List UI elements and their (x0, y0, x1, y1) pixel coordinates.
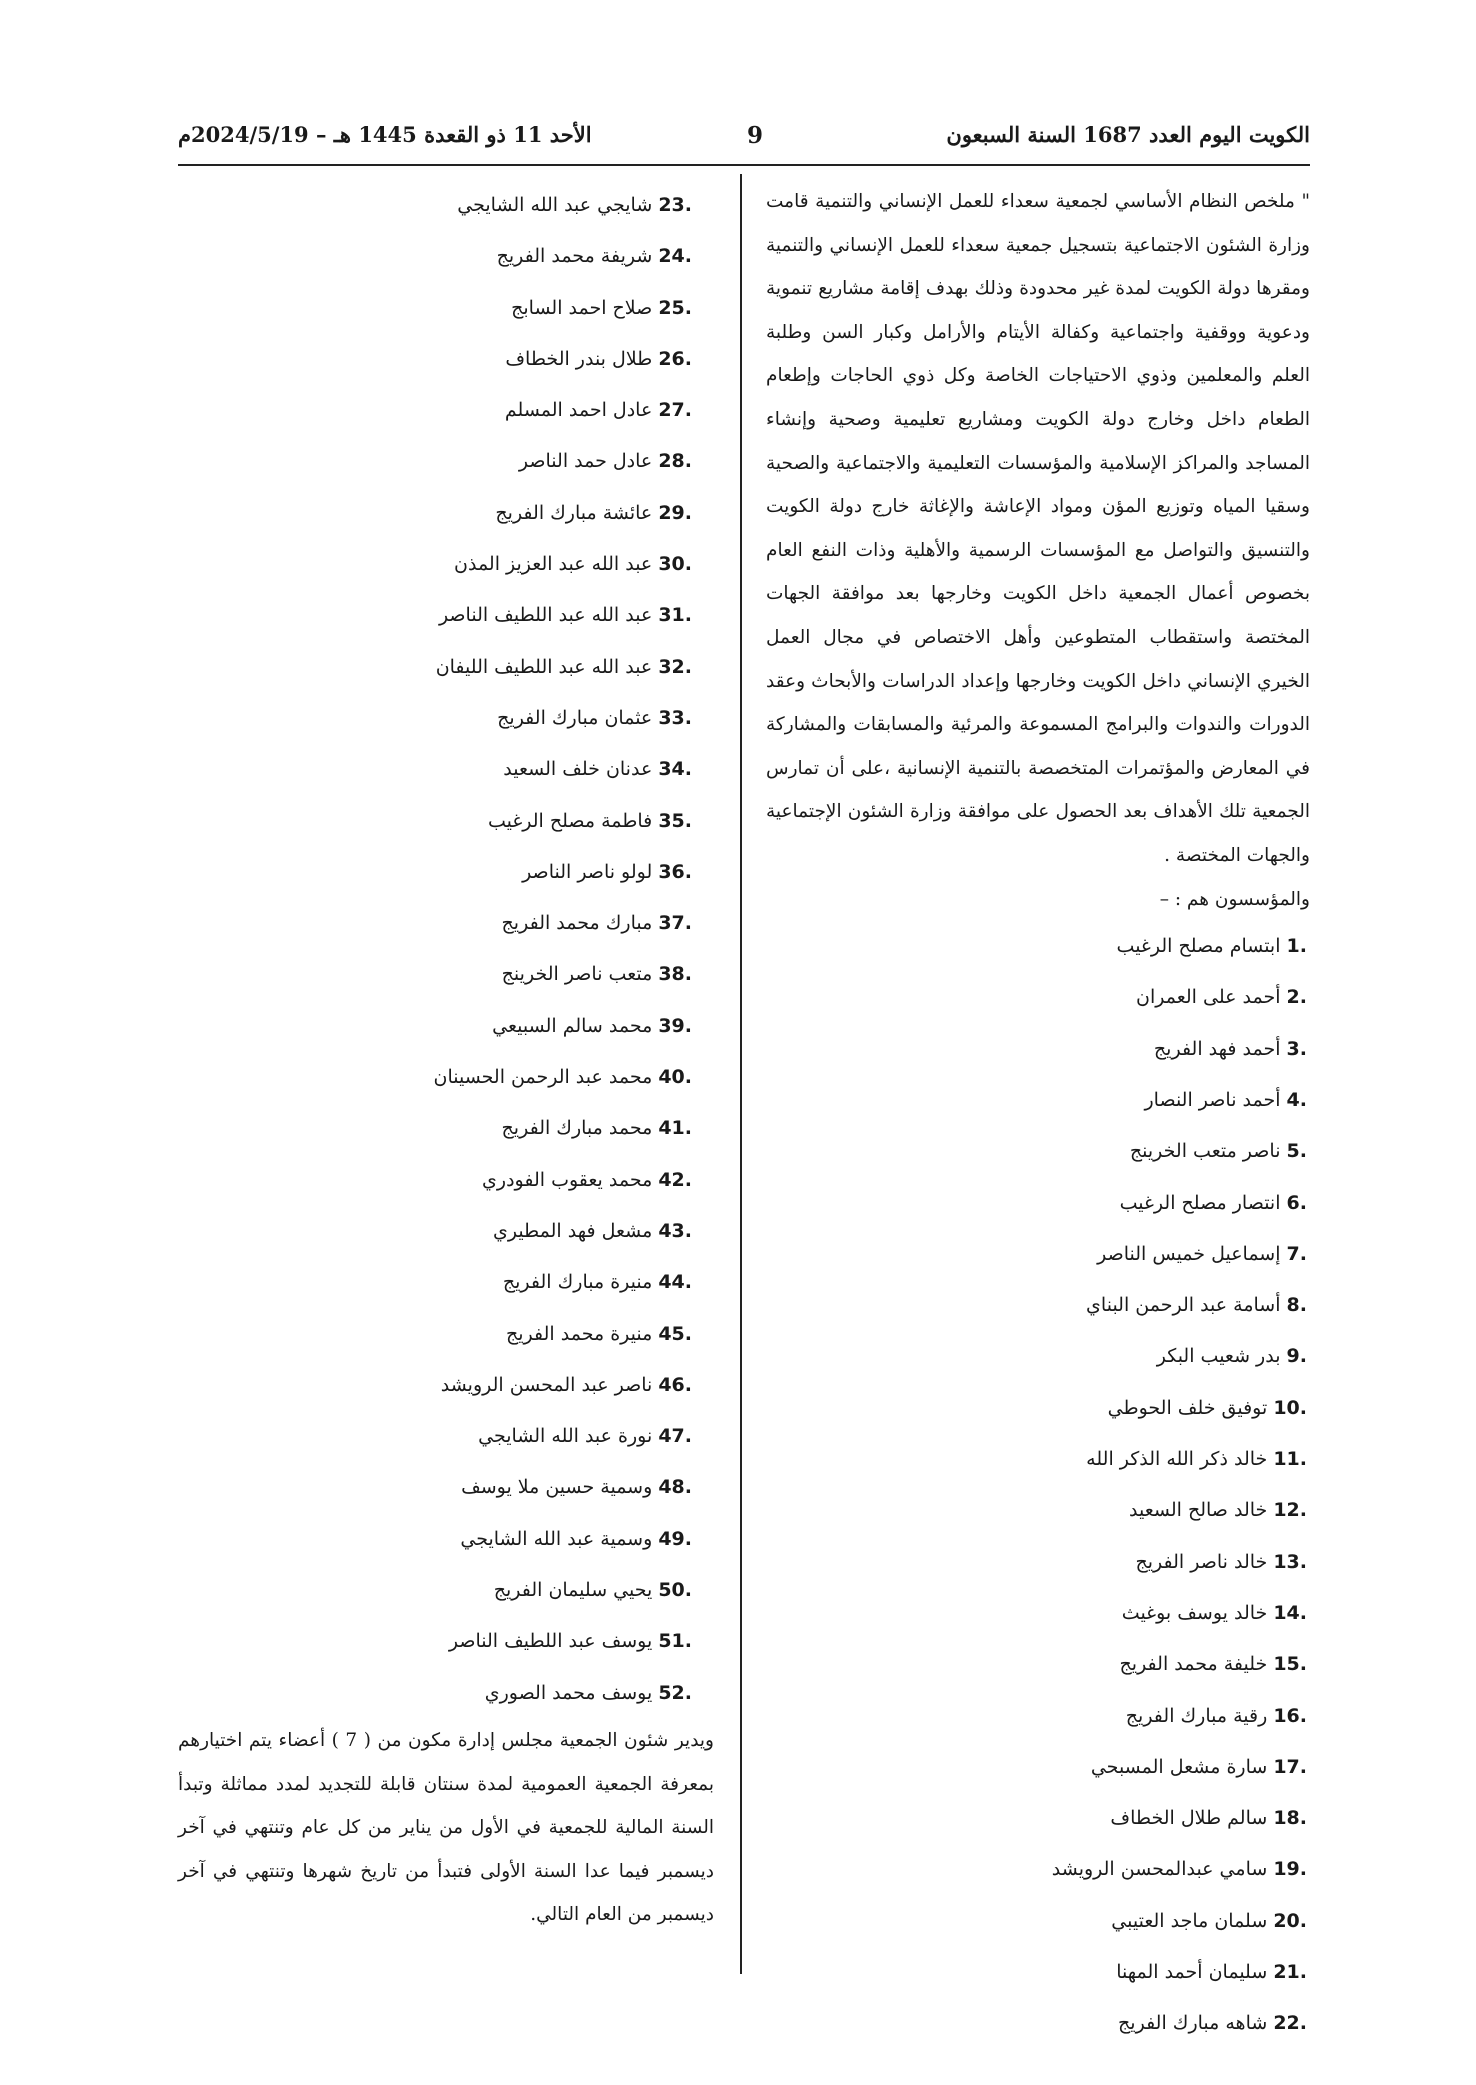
founder-name: شايجي عبد الله الشايجي (457, 194, 653, 216)
founder-item (766, 1075, 1310, 1126)
founder-number: 35. (658, 809, 692, 832)
founder-name: مشعل فهد المطيري (492, 1219, 653, 1242)
founder-item (766, 1485, 1310, 1536)
founder-name: سلمان ماجد العتيبي (1111, 1909, 1268, 1932)
issue-date: الأحد 11 ذو القعدة 1445 هـ – 2024/5/19م (178, 122, 592, 147)
founder-item (178, 796, 714, 847)
founder-item (178, 1103, 714, 1154)
founder-number: 37. (658, 912, 692, 935)
founder-name: محمد عبد الرحمن الحسينان (433, 1066, 653, 1089)
founders-list-part1 (766, 921, 1310, 2050)
founder-name: يحيي سليمان الفريج (493, 1579, 653, 1602)
founder-name: متعب ناصر الخرينج (501, 963, 653, 986)
founder-name: منيرة مبارك الفريج (502, 1271, 653, 1294)
founders-list-part2 (178, 180, 714, 1719)
founder-item (178, 693, 714, 744)
founder-number: 33. (658, 706, 692, 729)
founder-number: 41. (658, 1117, 692, 1140)
founder-item (766, 1537, 1310, 1588)
founder-name: يوسف عبد اللطيف الناصر (448, 1630, 653, 1653)
founder-item (178, 898, 714, 949)
founder-name: لولو ناصر الناصر (522, 860, 653, 883)
founder-item (178, 1360, 714, 1411)
founder-name: أحمد ناصر النصار (1144, 1088, 1281, 1111)
founder-number: 40. (658, 1066, 692, 1089)
founder-number: 12. (1273, 1499, 1307, 1522)
founder-number: 4. (1286, 1088, 1307, 1111)
founder-number: 38. (658, 963, 692, 986)
founder-name: وسمية عبد الله الشايجي (460, 1527, 653, 1550)
founder-number: 13. (1273, 1550, 1307, 1573)
founder-item (766, 1998, 1310, 2049)
founder-name: يوسف محمد الصوري (484, 1681, 653, 1704)
founder-item (178, 1155, 714, 1206)
founder-name: توفيق خلف الحوطي (1107, 1396, 1268, 1419)
founder-number: 44. (658, 1271, 692, 1294)
founder-number: 28. (658, 450, 692, 473)
founder-item (766, 1947, 1310, 1998)
founder-item (178, 539, 714, 590)
founder-name: شاهه مبارك الفريج (1118, 2012, 1268, 2035)
founder-name: خالد صالح السعيد (1129, 1499, 1268, 1522)
founder-number: 5. (1286, 1140, 1307, 1163)
founder-number: 26. (658, 347, 692, 370)
founder-name: خليفة محمد الفريج (1119, 1653, 1268, 1676)
founder-number: 8. (1286, 1294, 1307, 1317)
founder-name: خالد يوسف بوغيث (1121, 1601, 1268, 1624)
founder-name: وسمية حسين ملا يوسف (461, 1476, 653, 1499)
founder-number: 47. (658, 1425, 692, 1448)
page-header (178, 118, 1310, 158)
founder-name: محمد سالم السبيعي (492, 1014, 653, 1037)
left-column (178, 180, 714, 1937)
founder-name: عادل احمد المسلم (504, 399, 653, 422)
founder-item (178, 1206, 714, 1257)
founder-name: ناصر عبد المحسن الرويشد (440, 1373, 653, 1396)
founder-number: 48. (658, 1476, 692, 1499)
founder-name: محمد مبارك الفريج (501, 1117, 653, 1140)
founder-item (178, 283, 714, 334)
founder-name: انتصار مصلح الرغيب (1119, 1191, 1281, 1214)
page-number: 9 (747, 122, 764, 149)
founder-name: فاطمة مصلح الرغيب (487, 809, 653, 832)
founder-number: 3. (1286, 1037, 1307, 1060)
founder-item (766, 1793, 1310, 1844)
header-rule (178, 164, 1310, 166)
founder-item (178, 436, 714, 487)
founder-number: 27. (658, 399, 692, 422)
founder-item (766, 1331, 1310, 1382)
founder-item (178, 590, 714, 641)
founder-name: عثمان مبارك الفريج (497, 706, 653, 729)
founder-name: سليمان أحمد المهنا (1116, 1961, 1268, 1984)
column-divider (740, 174, 742, 1974)
founder-number: 29. (658, 501, 692, 524)
founder-name: سالم طلال الخطاف (1110, 1807, 1268, 1830)
founder-number: 24. (658, 245, 692, 268)
founder-item (178, 385, 714, 436)
founder-name: مبارك محمد الفريج (501, 912, 653, 935)
founder-number: 23. (658, 194, 692, 216)
founder-name: عبد الله عبد اللطيف الناصر (438, 604, 653, 627)
founder-item (178, 1309, 714, 1360)
founder-item (178, 1052, 714, 1103)
founder-item (766, 1024, 1310, 1075)
founder-name: ابتسام مصلح الرغيب (1116, 935, 1281, 958)
founder-number: 21. (1273, 1961, 1307, 1984)
founder-name: سارة مشعل المسبحي (1090, 1755, 1268, 1778)
founder-name: محمد يعقوب الفودري (482, 1168, 653, 1191)
founder-name: عبد الله عبد اللطيف الليفان (435, 655, 653, 678)
founder-item (178, 180, 714, 231)
founder-number: 17. (1273, 1755, 1307, 1778)
founder-number: 15. (1273, 1653, 1307, 1676)
founder-name: منيرة محمد الفريج (506, 1322, 653, 1345)
founders-intro: والمؤسسون هم : – (1159, 888, 1310, 910)
founder-name: عادل حمد الناصر (518, 450, 653, 473)
founder-number: 20. (1273, 1909, 1307, 1932)
founder-number: 32. (658, 655, 692, 678)
founder-item (178, 1668, 714, 1719)
founder-item (178, 1565, 714, 1616)
founder-item (766, 1691, 1310, 1742)
founder-number: 11. (1273, 1448, 1307, 1471)
founder-item (766, 1896, 1310, 1947)
founder-number: 22. (1273, 2012, 1307, 2035)
founder-item (178, 1514, 714, 1565)
founder-item (766, 1844, 1310, 1895)
founder-number: 16. (1273, 1704, 1307, 1727)
founder-number: 31. (658, 604, 692, 627)
founder-number: 7. (1286, 1242, 1307, 1265)
founder-number: 36. (658, 860, 692, 883)
founder-item (178, 1616, 714, 1667)
founder-name: سامي عبدالمحسن الرويشد (1051, 1858, 1268, 1881)
founder-name: رقية مبارك الفريج (1125, 1704, 1268, 1727)
founder-number: 52. (658, 1681, 692, 1704)
founder-item (178, 231, 714, 282)
founder-item (766, 1280, 1310, 1331)
founder-name: أسامة عبد الرحمن البناي (1086, 1294, 1281, 1317)
founder-number: 43. (658, 1219, 692, 1242)
founder-name: بدر شعيب البكر (1156, 1345, 1281, 1368)
founder-number: 9. (1286, 1345, 1307, 1368)
founder-item (766, 1742, 1310, 1793)
founder-number: 2. (1286, 986, 1307, 1009)
founder-number: 30. (658, 553, 692, 576)
founder-item (766, 1178, 1310, 1229)
founder-number: 25. (658, 296, 692, 319)
founder-item (178, 744, 714, 795)
founder-name: أحمد على العمران (1136, 986, 1281, 1009)
founder-name: أحمد فهد الفريج (1153, 1037, 1281, 1060)
founder-number: 49. (658, 1527, 692, 1550)
founder-number: 39. (658, 1014, 692, 1037)
founder-item (178, 847, 714, 898)
founder-name: خالد ناصر الفريج (1135, 1550, 1268, 1573)
founder-item (766, 1229, 1310, 1280)
founder-item (766, 1588, 1310, 1639)
founder-number: 18. (1273, 1807, 1307, 1830)
founder-item (178, 334, 714, 385)
founder-item (766, 921, 1310, 972)
founder-item (178, 1257, 714, 1308)
founder-name: صلاح احمد السابج (511, 296, 653, 319)
founder-item (178, 1001, 714, 1052)
founder-item (178, 1462, 714, 1513)
founder-name: طلال بندر الخطاف (505, 347, 653, 370)
founder-number: 51. (658, 1630, 692, 1653)
founder-number: 14. (1273, 1601, 1307, 1624)
founder-name: عبد الله عبد العزيز المذن (454, 553, 653, 576)
association-summary: " ملخص النظام الأساسي لجمعية سعداء للعمل الإنساني والتنمية قامت وزارة الشئون الاجتماعية بتسجيل جمعية سعداء للعمل الإنساني والتنمية ومقرها دولة الكويت لمدة غير محدودة وذلك بهدف إقامة مشاريع تنموية ودعوية ووقفية واجتماعية وكفالة الأيتام والأرامل وكبار السن وطلبة العلم والمعلمين وذوي الاحتياجات الخاصة وكل ذوي الحاجات وإطعام الطعام داخل وخارج دولة الكويت ومشاريع تعليمية وصحية وإنشاء المساجد والمراكز الإسلامية والمؤسسات التعليمية والاجتماعية والصحية وسقيا المياه وتوزيع المؤن ومواد الإعاشة والإغاثة خارج دولة الكويت والتنسيق والتواصل مع المؤسسات الرسمية والأهلية وذات النفع العام بخصوص أعمال الجمعية داخل الكويت وخارجها بعد موافقة الجهات المختصة واستقطاب المتطوعين وأهل الاختصاص في مجال العمل الخيري الإنساني داخل الكويت وخارجها وإعداد الدراسات والأبحاث وعقد الدورات والندوات والبرامج المسموعة والمرئية والمسابقات والمشاركة في المعارض والمؤتمرات المتخصصة بالتنمية الإنسانية ،على أن تمارس الجمعية تلك الأهداف بعد الحصول على موافقة وزارة الشئون الإجتماعية والجهات المختصة . (766, 191, 1310, 866)
founder-number: 6. (1286, 1191, 1307, 1214)
founder-item (766, 972, 1310, 1023)
founder-item (766, 1434, 1310, 1485)
founder-item (766, 1639, 1310, 1690)
founder-item (178, 642, 714, 693)
founder-item (766, 1383, 1310, 1434)
founder-number: 1. (1286, 935, 1307, 958)
board-closing-paragraph: ويدير شئون الجمعية مجلس إدارة مكون من ( 7 ) أعضاء يتم اختيارهم بمعرفة الجمعية العمومية لمدة سنتان قابلة للتجديد لمدد مماثلة وتبدأ السنة المالية للجمعية في الأول من يناير من كل عام وتنتهي في آخر ديسمبر فيما عدا السنة الأولى فتبدأ من تاريخ شهرها وتنتهي في آخر ديسمبر من العام التالي. (178, 1729, 714, 1926)
founder-item (766, 1126, 1310, 1177)
founder-item (178, 949, 714, 1000)
founder-number: 19. (1273, 1858, 1307, 1881)
founder-number: 45. (658, 1322, 692, 1345)
founder-number: 46. (658, 1373, 692, 1396)
founder-name: ناصر متعب الخرينج (1129, 1140, 1281, 1163)
gazette-issue-label: الكويت اليوم العدد 1687 السنة السبعون (946, 122, 1310, 147)
founder-name: عدنان خلف السعيد (503, 758, 653, 781)
founder-number: 50. (658, 1579, 692, 1602)
founder-item (178, 488, 714, 539)
founder-name: عائشة مبارك الفريج (495, 501, 653, 524)
founder-name: شريفة محمد الفريج (496, 245, 653, 268)
founder-number: 10. (1273, 1396, 1307, 1419)
founder-number: 34. (658, 758, 692, 781)
founder-name: إسماعيل خميس الناصر (1097, 1242, 1281, 1265)
founder-name: خالد ذكر الله الذكر الله (1086, 1448, 1268, 1471)
founder-item (178, 1411, 714, 1462)
right-column (766, 180, 1310, 2050)
founder-name: نورة عبد الله الشايجي (478, 1425, 653, 1448)
founder-number: 42. (658, 1168, 692, 1191)
